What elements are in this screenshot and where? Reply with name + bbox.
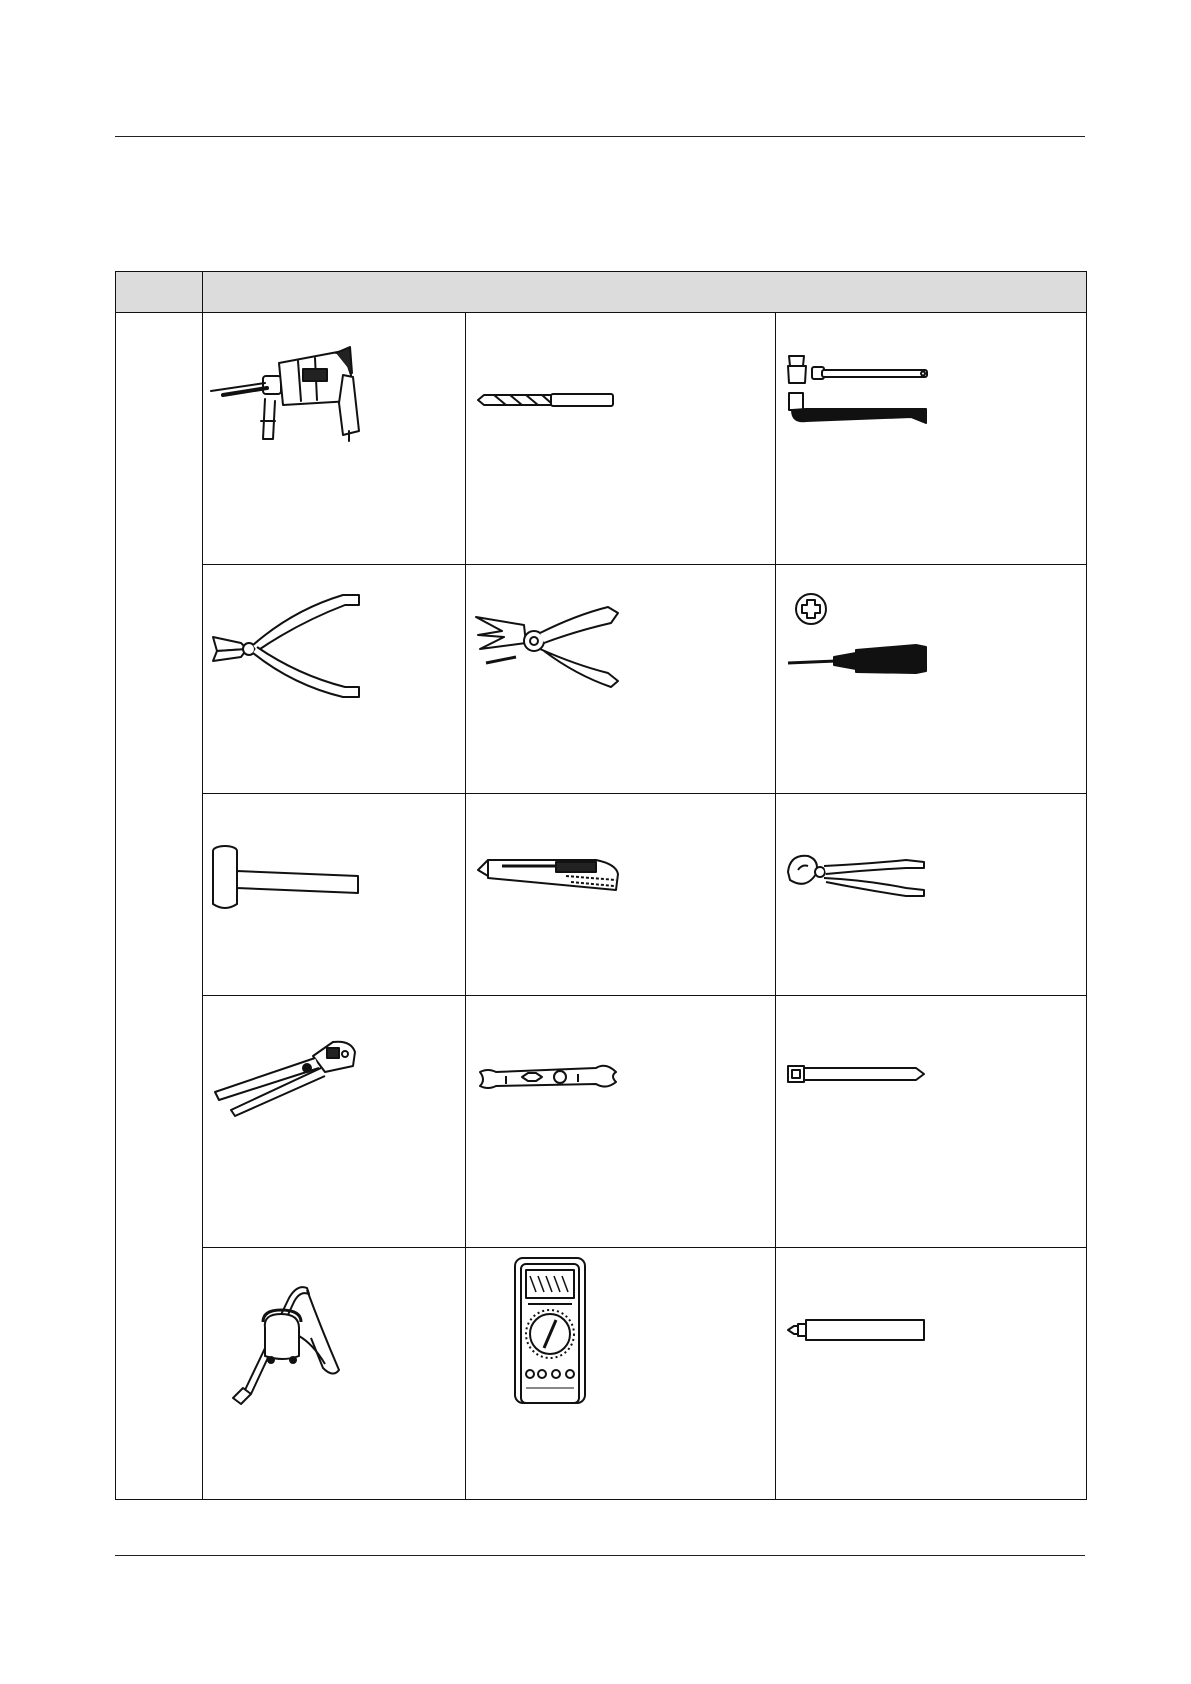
header-rule [115,136,1085,137]
diagonal-pliers-icon [203,565,466,794]
phillips-screwdriver-icon [776,565,1087,794]
drill-bit-icon [466,313,776,565]
tool-cell [466,996,776,1248]
tool-cell [466,794,776,996]
tool-cell [203,794,466,996]
tool-cell [203,565,466,794]
footer-rule [115,1555,1085,1556]
tool-cell [466,565,776,794]
tool-cell [203,996,466,1248]
tool-cell [466,313,776,565]
vacuum-cleaner-icon [203,1248,466,1500]
header-category-cell [116,272,203,313]
multimeter-icon [466,1248,776,1500]
wire-stripper-icon [466,565,776,794]
tool-cell [203,313,466,565]
cable-cutter-icon [776,794,1087,996]
header-tools-cell [203,272,1087,313]
tool-cell [776,996,1087,1248]
utility-knife-icon [466,794,776,996]
connector-wrench-icon [466,996,776,1248]
marker-icon [776,1248,1087,1500]
tool-cell [203,1248,466,1500]
socket-wrench-set-icon [776,313,1087,565]
hammer-drill-icon [203,313,466,565]
tool-cell [776,1248,1087,1500]
tools-table [115,271,1087,1500]
tool-cell [776,313,1087,565]
tool-cell [466,1248,776,1500]
category-cell [116,313,203,1500]
rubber-mallet-icon [203,794,466,996]
tool-cell [776,565,1087,794]
crimping-tool-icon [203,996,466,1248]
cable-tie-icon [776,996,1087,1248]
tool-cell [776,794,1087,996]
